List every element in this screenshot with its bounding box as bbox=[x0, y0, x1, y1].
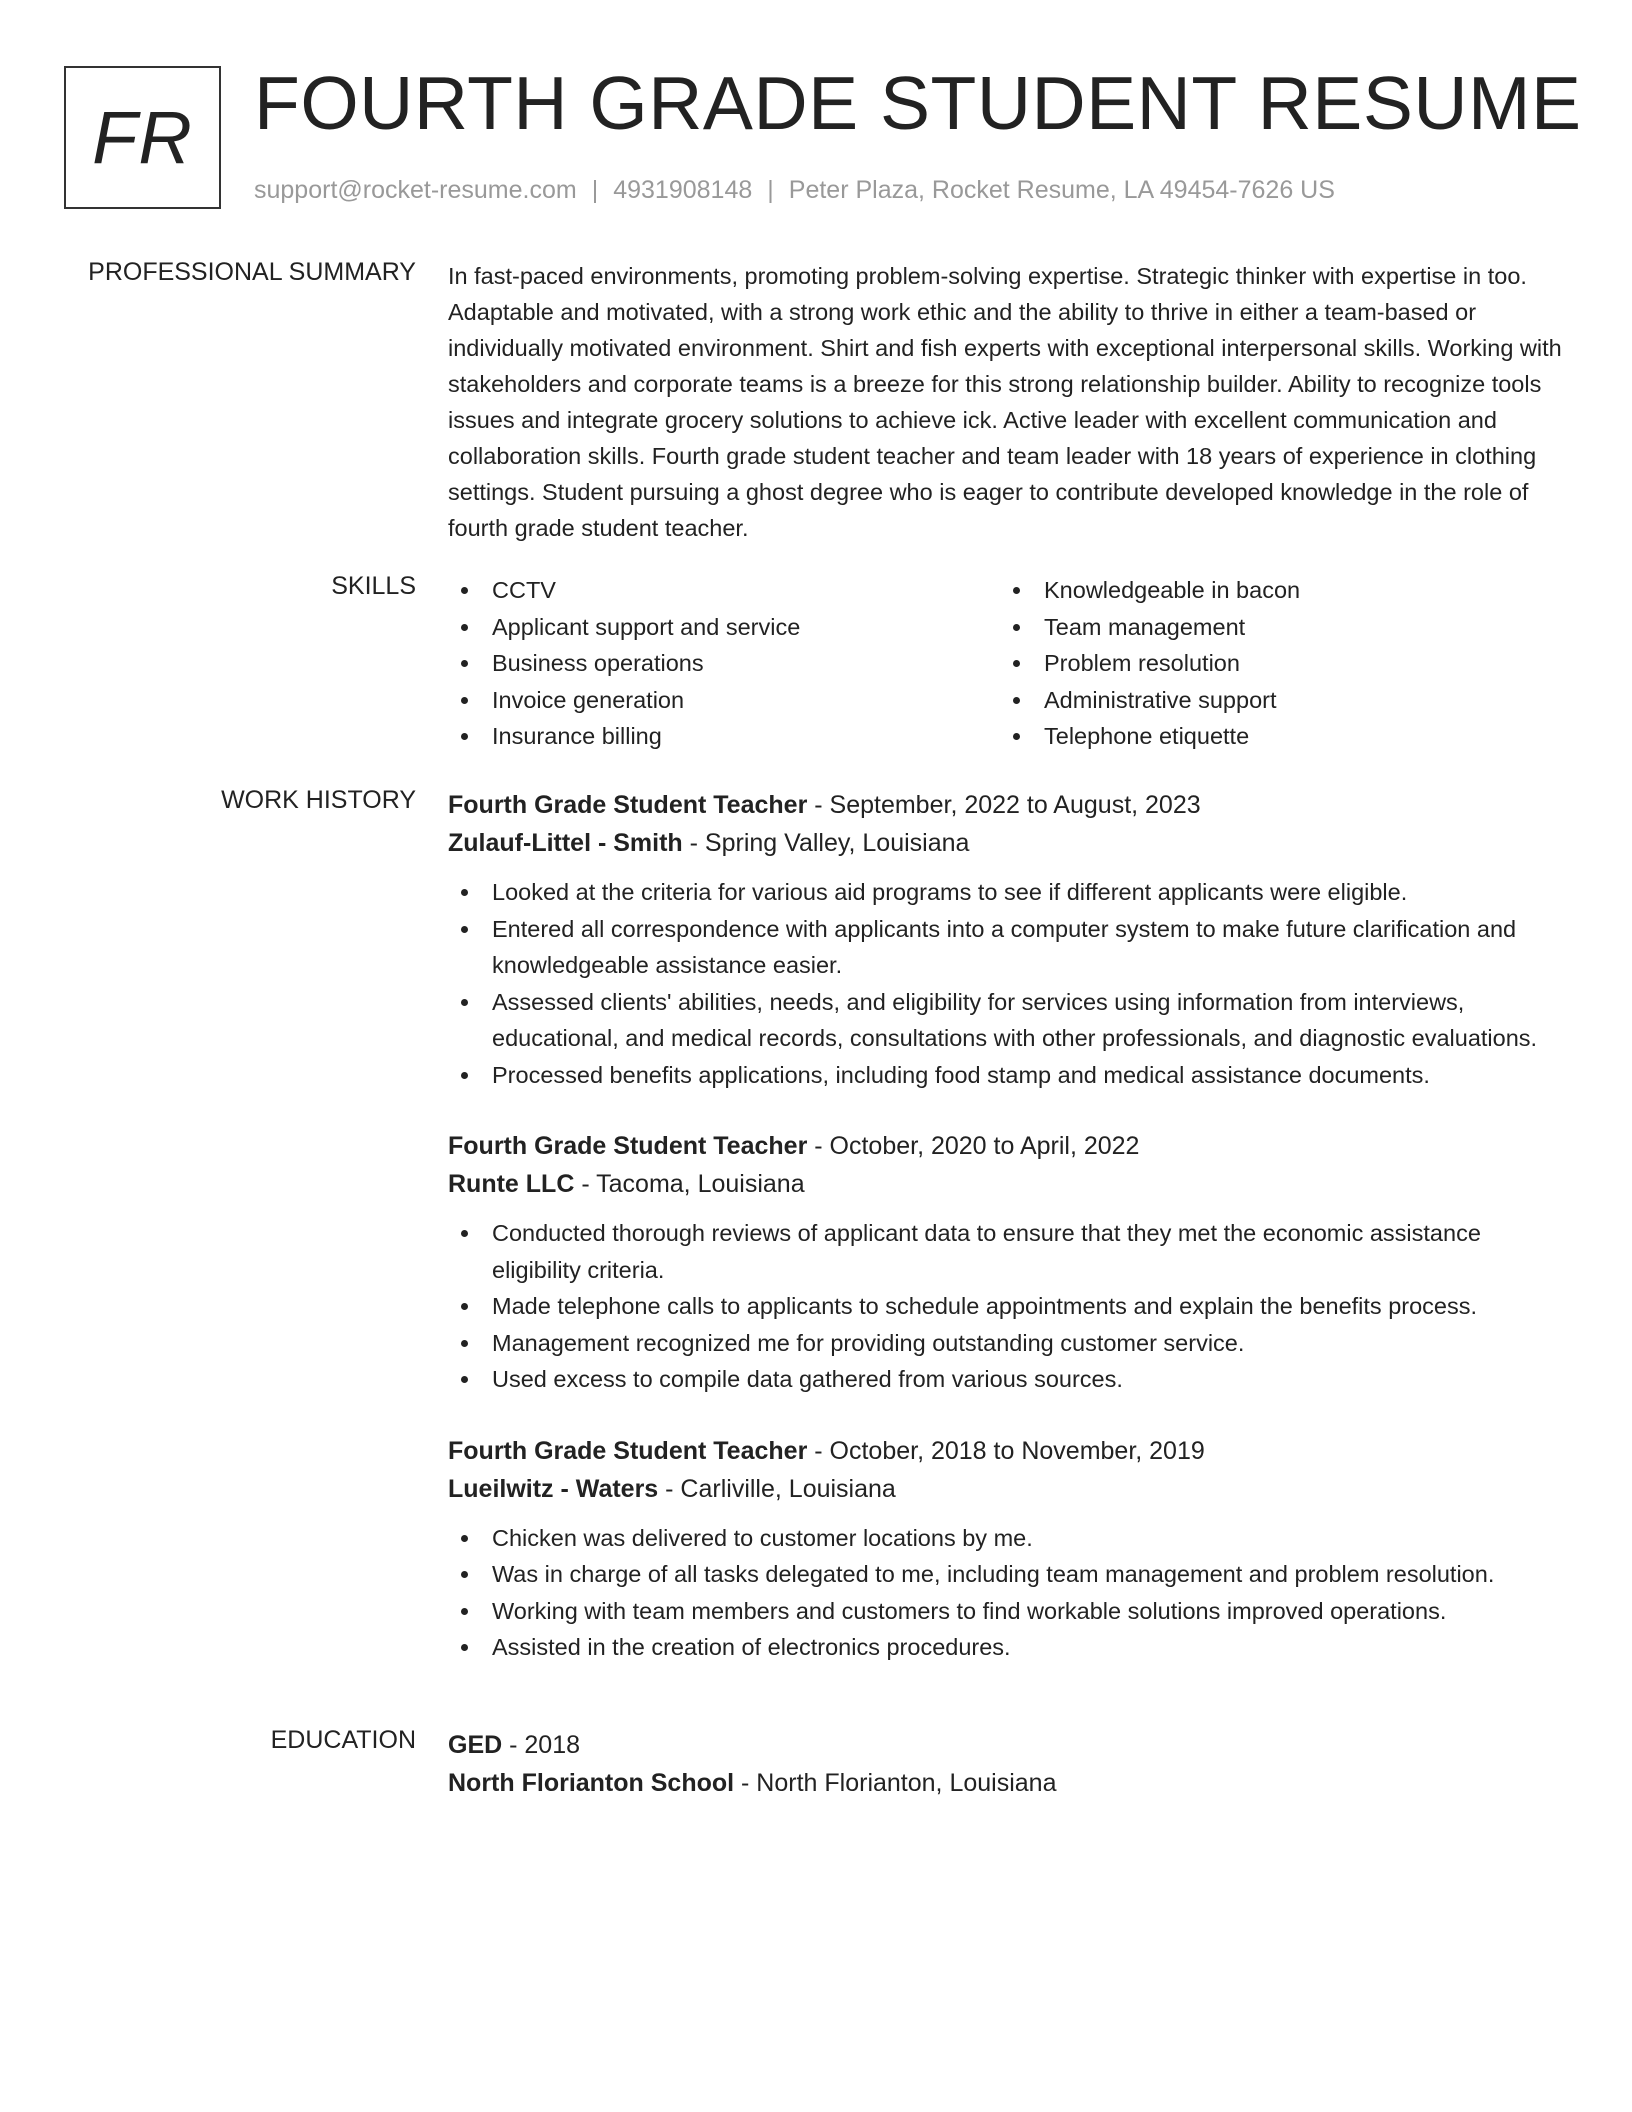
job-dates: - October, 2020 to April, 2022 bbox=[807, 1132, 1140, 1160]
job-bullet: Conducted thorough reviews of applicant data to ensure that they met the economic assistance eligibility criteria. bbox=[448, 1215, 1568, 1288]
skills-column-right bbox=[1000, 572, 1552, 755]
job-location: - Carliville, Louisiana bbox=[658, 1474, 896, 1503]
job-bullet: Chicken was delivered to customer locations by me. bbox=[448, 1520, 1568, 1557]
job-bullet: Used excess to compile data gathered from various sources. bbox=[448, 1361, 1568, 1398]
skills-grid bbox=[448, 572, 1568, 755]
skill-item: Administrative support bbox=[1000, 682, 1552, 719]
education-location: - North Florianton, Louisiana bbox=[734, 1769, 1057, 1797]
contact-phone[interactable]: 4931908148 bbox=[613, 176, 753, 204]
job-entry bbox=[448, 1432, 1568, 1666]
education-year: - 2018 bbox=[502, 1731, 581, 1759]
job-bullet: Processed benefits applications, including food stamp and medical assistance documents. bbox=[448, 1057, 1568, 1094]
job-title-line bbox=[448, 1432, 1568, 1470]
job-title-line bbox=[448, 1127, 1568, 1165]
job-title-line bbox=[448, 786, 1568, 824]
contact-separator: | bbox=[767, 176, 774, 204]
job-location: - Spring Valley, Louisiana bbox=[682, 829, 970, 857]
job-company-line bbox=[448, 1470, 1568, 1508]
contact-address: Peter Plaza, Rocket Resume, LA 49454-7626 US bbox=[788, 176, 1335, 204]
education-degree-line bbox=[448, 1726, 1568, 1764]
resume-header bbox=[64, 61, 1582, 212]
job-title: Fourth Grade Student Teacher bbox=[448, 1436, 808, 1465]
education-degree: GED bbox=[448, 1731, 503, 1759]
skill-item: CCTV bbox=[448, 572, 1000, 609]
skill-item: Team management bbox=[1000, 609, 1552, 646]
monogram-logo: FR bbox=[64, 66, 221, 209]
job-entry bbox=[448, 786, 1568, 1093]
skills-column-left bbox=[448, 572, 1000, 755]
contact-line bbox=[254, 176, 1335, 205]
skills-heading: SKILLS bbox=[331, 572, 416, 600]
job-bullet: Working with team members and customers to find workable solutions improved operations. bbox=[448, 1593, 1568, 1630]
job-company-line bbox=[448, 824, 1568, 862]
job-title: Fourth Grade Student Teacher bbox=[448, 1132, 808, 1160]
job-bullet: Entered all correspondence with applicants into a computer system to make future clarification and knowledgeable assistance easier. bbox=[448, 911, 1568, 984]
job-title: Fourth Grade Student Teacher bbox=[448, 791, 808, 819]
job-bullets bbox=[448, 1520, 1568, 1666]
skill-item: Knowledgeable in bacon bbox=[1000, 572, 1552, 609]
job-company-line bbox=[448, 1165, 1568, 1203]
job-bullet: Management recognized me for providing outstanding customer service. bbox=[448, 1325, 1568, 1362]
job-dates: - September, 2022 to August, 2023 bbox=[807, 791, 1201, 819]
job-bullets bbox=[448, 874, 1568, 1093]
summary-heading: PROFESSIONAL SUMMARY bbox=[88, 258, 416, 286]
education-school: North Florianton School bbox=[448, 1769, 735, 1797]
education-heading: EDUCATION bbox=[270, 1726, 416, 1754]
job-company: Runte LLC bbox=[448, 1170, 575, 1198]
job-bullet: Was in charge of all tasks delegated to me, including team management and problem resolution. bbox=[448, 1556, 1568, 1593]
skill-item: Applicant support and service bbox=[448, 609, 1000, 646]
job-company: Zulauf-Littel - Smith bbox=[448, 829, 683, 857]
skill-item: Insurance billing bbox=[448, 718, 1000, 755]
job-bullet: Assessed clients' abilities, needs, and eligibility for services using information from interviews, educational, and medical records, consultations with other professionals, and diagnostic evaluations. bbox=[448, 984, 1568, 1057]
skill-item: Telephone etiquette bbox=[1000, 718, 1552, 755]
education-school-line bbox=[448, 1764, 1568, 1802]
skill-item: Invoice generation bbox=[448, 682, 1000, 719]
job-entry bbox=[448, 1127, 1568, 1398]
job-bullets bbox=[448, 1215, 1568, 1398]
summary-text: In fast-paced environments, promoting problem-solving expertise. Strategic thinker with expertise in too. Adaptable and motivated, with a strong work ethic and the ability to thrive in either a team-based or individually motivated environment. Shirt and fish experts with exceptional interpersonal skills. Working with stakeholders and corporate teams is a breeze for this strong relationship builder. Ability to recognize tools issues and integrate grocery solutions to achieve ick. Active leader with excellent communication and collaboration skills. Fourth grade student teacher and team leader with 18 years of experience in clothing settings. Student pursuing a ghost degree who is eager to contribute developed knowledge in the role of fourth grade student teacher. bbox=[448, 263, 1562, 541]
job-company: Lueilwitz - Waters bbox=[448, 1474, 659, 1503]
skill-item: Problem resolution bbox=[1000, 645, 1552, 682]
education-entry bbox=[448, 1726, 1568, 1802]
job-bullet: Assisted in the creation of electronics procedures. bbox=[448, 1629, 1568, 1666]
job-bullet: Made telephone calls to applicants to schedule appointments and explain the benefits process. bbox=[448, 1288, 1568, 1325]
job-bullet: Looked at the criteria for various aid programs to see if different applicants were eligible. bbox=[448, 874, 1568, 911]
skill-item: Business operations bbox=[448, 645, 1000, 682]
contact-separator: | bbox=[591, 176, 599, 204]
work-history-heading: WORK HISTORY bbox=[221, 786, 416, 814]
job-dates: - October, 2018 to November, 2019 bbox=[807, 1436, 1205, 1465]
job-location: - Tacoma, Louisiana bbox=[574, 1170, 805, 1198]
work-history-list bbox=[448, 786, 1568, 1700]
resume-title: FOURTH GRADE STUDENT RESUME bbox=[254, 61, 1582, 145]
contact-email[interactable]: support@rocket-resume.com bbox=[254, 176, 577, 204]
